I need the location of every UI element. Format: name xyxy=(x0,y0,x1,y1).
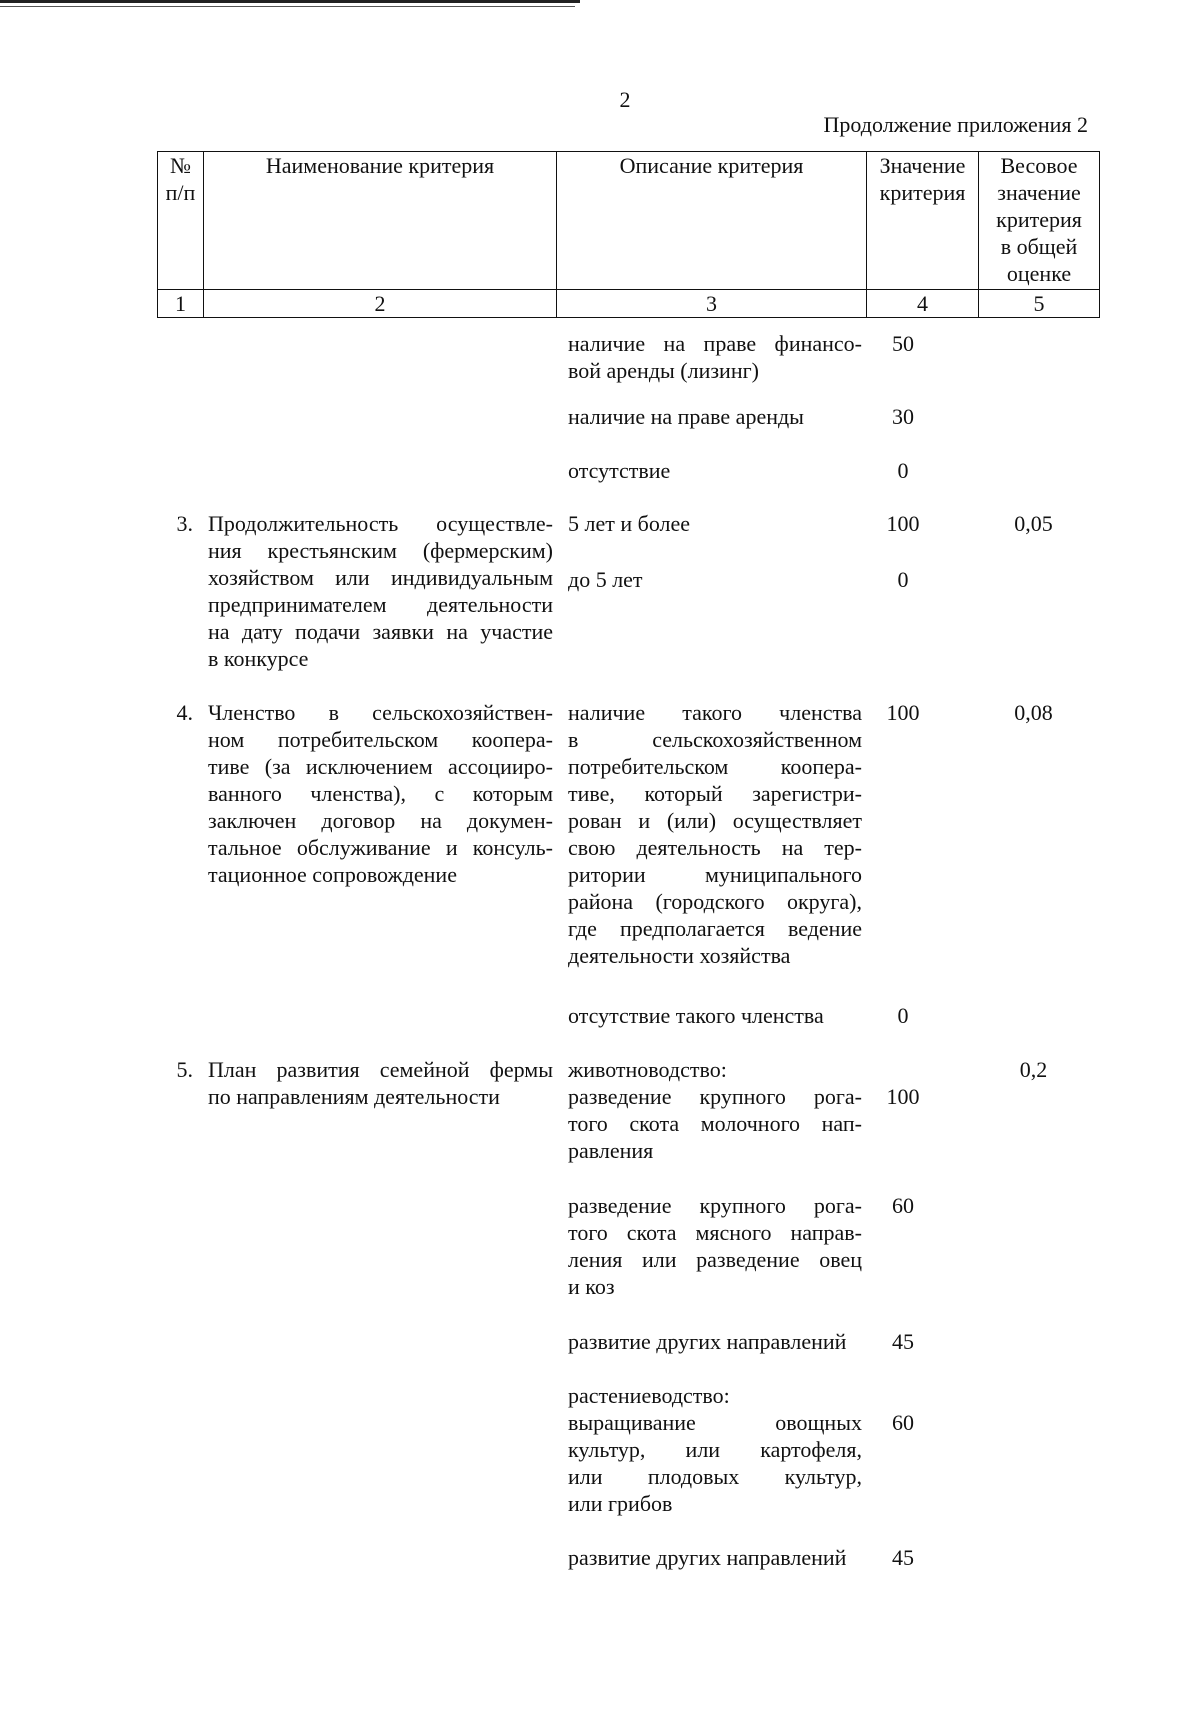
continuation-caption: Продолжение приложения 2 xyxy=(823,112,1088,137)
criterion-value: 100 0 xyxy=(886,511,920,592)
header-weight: Весовое значение критерия в общей оценке xyxy=(979,152,1100,290)
table-row xyxy=(157,1328,1099,1382)
criteria-table-body xyxy=(157,330,1099,1598)
section-heading: животноводство: xyxy=(568,1057,727,1082)
table-row xyxy=(157,403,1099,457)
criterion-description: развитие других направлений xyxy=(568,1545,847,1570)
table-row xyxy=(157,457,1099,510)
criterion-value: 50 xyxy=(892,331,914,356)
section-heading: растениеводство: xyxy=(568,1383,730,1408)
criterion-description: 5 лет и более до 5 лет xyxy=(568,511,691,592)
criterion-description: растениеводство: выращивание овощных культур, или картофеля, или плодовых культур, или грибов xyxy=(568,1383,862,1516)
criterion-description: разведение крупного рога- того скота мясного направ- ления или разведение овец и коз xyxy=(568,1193,862,1299)
index-cell: 2 xyxy=(204,290,557,318)
criterion-value: 30 xyxy=(892,404,914,429)
criterion-weight: 0,08 xyxy=(1014,700,1053,725)
criterion-value: 45 xyxy=(892,1545,914,1570)
criterion-description: наличие на праве аренды xyxy=(568,404,804,429)
criterion-description: наличие на праве финансо- вой аренды (лизинг) xyxy=(568,331,862,383)
header-name: Наименование критерия xyxy=(204,152,557,290)
criterion-value: 60 xyxy=(892,1410,914,1435)
scan-edge-line xyxy=(0,0,580,3)
criterion-value: 0 xyxy=(897,1003,909,1028)
header-value: Значение критерия xyxy=(867,152,979,290)
criterion-value: 100 xyxy=(886,700,920,725)
criterion-description: наличие такого членства в сельскохозяйственном потребительском коопера- тиве, который зарегистри- рован и (или) осуществляет свою деятельность на тер- ритории муниципального района (городского округа), где предполагается ведение деятельности хозяйства xyxy=(568,700,862,968)
criteria-table-header xyxy=(157,151,1100,318)
index-cell: 5 xyxy=(979,290,1100,318)
criterion-weight: 0,2 xyxy=(1019,1057,1048,1082)
table-row xyxy=(157,699,1099,1002)
header-num: № п/п xyxy=(158,152,204,290)
index-cell: 4 xyxy=(867,290,979,318)
criterion-number: 5. xyxy=(176,1057,193,1082)
criterion-name: План развития семейной фермы по направлениям деятельности xyxy=(208,1057,553,1109)
criterion-number: 3. xyxy=(176,511,193,536)
index-cell: 3 xyxy=(557,290,867,318)
criterion-value: 60 xyxy=(892,1193,914,1218)
table-row xyxy=(157,330,1099,403)
criterion-value: 100 xyxy=(886,1084,920,1109)
page-number: 2 xyxy=(619,87,631,112)
criterion-description: животноводство: разведение крупного рога- того скота молочного нап- равления xyxy=(568,1057,862,1163)
index-cell: 1 xyxy=(158,290,204,318)
table-row xyxy=(157,1192,1099,1328)
table-row xyxy=(157,1002,1099,1056)
scan-edge-line xyxy=(0,6,575,7)
criterion-value: 45 xyxy=(892,1329,914,1354)
criterion-description: развитие других направлений xyxy=(568,1329,847,1354)
criterion-weight: 0,05 xyxy=(1014,511,1053,536)
table-row xyxy=(157,1382,1099,1544)
criterion-description: отсутствие xyxy=(568,458,671,483)
header-desc: Описание критерия xyxy=(557,152,867,290)
criterion-value: 0 xyxy=(897,458,909,483)
table-row xyxy=(157,510,1099,699)
criterion-description: отсутствие такого членства xyxy=(568,1003,824,1028)
criterion-name: Продолжительность осуществле- ния крестьянским (фермерским) хозяйством или индивидуальным предпринимателем деятельности на дату подачи заявки на участие в конкурсе xyxy=(208,511,553,671)
criterion-number: 4. xyxy=(176,700,193,725)
table-row xyxy=(157,1544,1099,1598)
criterion-name: Членство в сельскохозяйствен- ном потребительском коопера- тиве (за исключением ассоцииро- ванного членства), с которым заключен договор на докумен- тальное обслуживание и консуль- тационное сопровождение xyxy=(208,700,553,887)
table-row xyxy=(157,1056,1099,1192)
